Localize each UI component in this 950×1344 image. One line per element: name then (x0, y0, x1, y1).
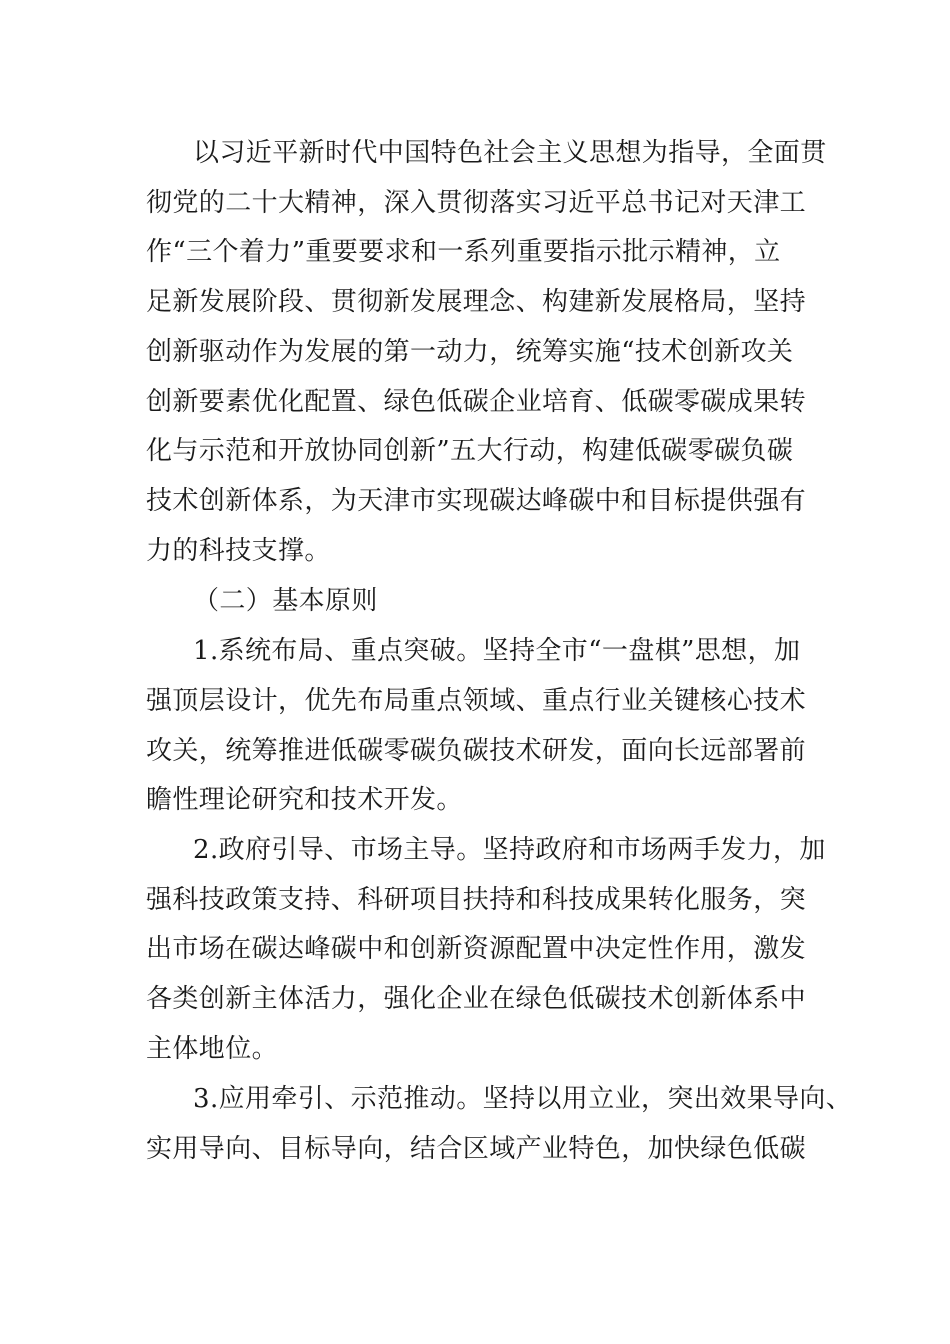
text-line: 强顶层设计，优先布局重点领域、重点行业关键核心技术 (146, 686, 807, 716)
text-line: 各类创新主体活力，强化企业在绿色低碳技术创新体系中 (146, 984, 807, 1014)
text-line: 攻关，统筹推进低碳零碳负碳技术研发，面向长远部署前 (146, 736, 807, 766)
text-line: 2.政府引导、市场主导。坚持政府和市场两手发力，加 (193, 835, 826, 865)
text-line: 技术创新体系，为天津市实现碳达峰碳中和目标提供强有 (146, 486, 807, 516)
text-line: 出市场在碳达峰碳中和创新资源配置中决定性作用，激发 (146, 934, 807, 964)
text-line: 以习近平新时代中国特色社会主义思想为指导，全面贯 (193, 138, 827, 168)
text-line: 强科技政策支持、科研项目扶持和科技成果转化服务，突 (146, 885, 807, 915)
text-line: 3.应用牵引、示范推动。坚持以用立业，突出效果导向、 (193, 1084, 853, 1114)
text-line: 化与示范和开放协同创新”五大行动，构建低碳零碳负碳 (146, 436, 794, 466)
section-heading-text: （二）基本原则 (193, 586, 378, 616)
text-line: 足新发展阶段、贯彻新发展理念、构建新发展格局，坚持 (146, 287, 807, 317)
text-line: 作“三个着力”重要要求和一系列重要指示批示精神，立 (146, 237, 781, 267)
text-line: 创新驱动作为发展的第一动力，统筹实施“技术创新攻关 (146, 337, 794, 367)
text-line: 创新要素优化配置、绿色低碳企业培育、低碳零碳成果转 (146, 387, 807, 417)
text-line: 瞻性理论研究和技术开发。 (146, 785, 463, 815)
text-line: 实用导向、目标导向，结合区域产业特色，加快绿色低碳 (146, 1134, 807, 1164)
text-line: 彻党的二十大精神，深入贯彻落实习近平总书记对天津工 (146, 188, 807, 218)
text-line: 1.系统布局、重点突破。坚持全市“一盘棋”思想，加 (193, 636, 801, 666)
text-line: 力的科技支撑。 (146, 536, 331, 566)
text-line: 主体地位。 (146, 1034, 279, 1064)
